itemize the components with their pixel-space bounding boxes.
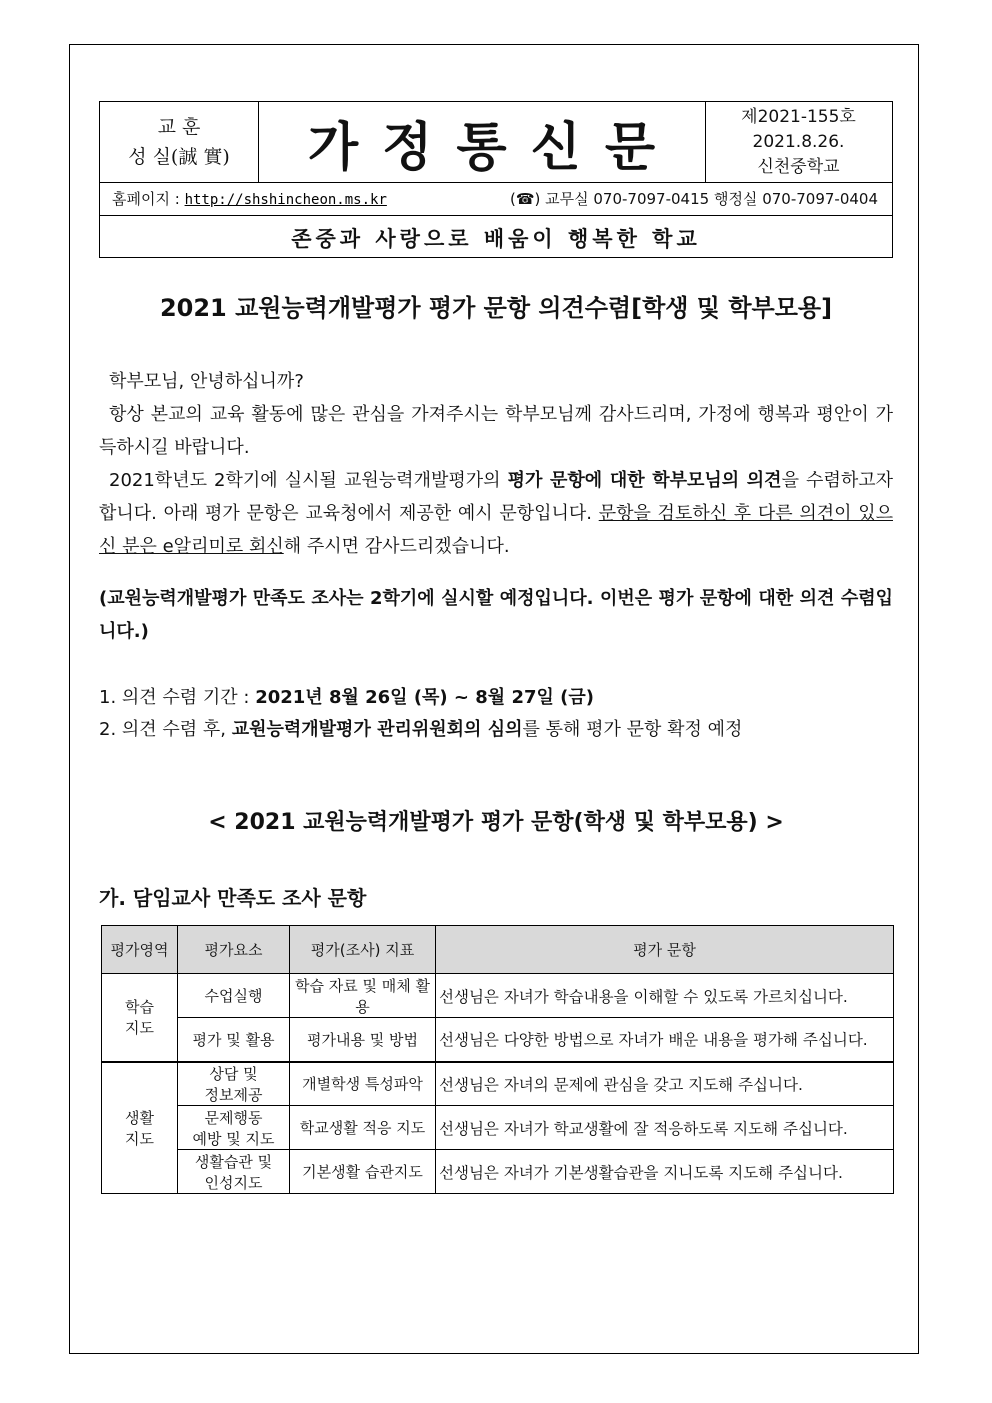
newsletter-title-text: 가정통신문: [307, 117, 680, 178]
indicator-cell: 기본생활 습관지도: [290, 1150, 436, 1194]
schedule-item-1: [99, 682, 893, 714]
motto-label: 교 훈: [157, 116, 201, 138]
table-row: [102, 974, 894, 1018]
question-cell: 선생님은 자녀가 기본생활습관을 지니도록 지도해 주십니다.: [436, 1150, 894, 1194]
paragraph-2-bold: 평가 문항에 대한 학부모님의 의견: [507, 470, 782, 491]
element-cell: 수업실행: [178, 974, 290, 1018]
item-2-rest: 를 통해 평가 문항 확정 예정: [522, 719, 743, 740]
survey-note: (교원능력개발평가 만족도 조사는 2학기에 실시할 예정입니다. 이번은 평가 문항에 대한 의견 수렴입니다.): [99, 588, 893, 642]
school-motto: [100, 102, 259, 182]
table-row: [102, 1062, 894, 1106]
school-name: 신천중학교: [757, 156, 840, 177]
indicator-cell: 평가내용 및 방법: [290, 1018, 436, 1062]
homepage-link[interactable]: http://shshincheon.ms.kr: [184, 192, 387, 208]
evaluation-table: [101, 925, 894, 1194]
item-1-label: 1. 의견 수렴 기간 :: [99, 687, 256, 708]
element-cell: 평가 및 활용: [178, 1018, 290, 1062]
school-slogan: 존중과 사랑으로 배움이 행복한 학교: [291, 227, 701, 251]
element-cell: 상담 및 정보제공: [178, 1062, 290, 1106]
schedule-list: [99, 682, 893, 746]
element-cell: 생활습관 및 인성지도: [178, 1150, 290, 1194]
greeting: 학부모님, 안녕하십니까?: [109, 371, 304, 392]
phone-numbers: (☎) 교무실 070-7097-0415 행정실 070-7097-0404: [509, 190, 878, 208]
item-2-label: 2. 의견 수렴 후,: [99, 719, 232, 740]
issue-info: [705, 102, 892, 182]
table-caption: < 2021 교원능력개발평가 평가 문항(학생 및 학부모용) >: [208, 810, 784, 835]
indicator-cell: 학교생활 적응 지도: [290, 1106, 436, 1150]
table-row: [102, 1018, 894, 1062]
table-row: [102, 1106, 894, 1150]
newsletter-title: [258, 102, 706, 182]
question-cell: 선생님은 자녀의 문제에 관심을 갖고 지도해 주십니다.: [436, 1062, 894, 1106]
paragraph-2-part-c: 을 수렴하고자 합니다. 아래 평가 문항은 교육청에서 제공한 예시 문항입니다.: [99, 470, 893, 524]
letter-body: [99, 365, 893, 563]
paragraph-1: 항상 본교의 교육 활동에 많은 관심을 가져주시는 학부모님께 감사드리며, 가정에 행복과 평안이 가득하시길 바랍니다.: [99, 404, 893, 458]
question-cell: 선생님은 자녀가 학습내용을 이해할 수 있도록 가르치십니다.: [436, 974, 894, 1018]
header-indicator: 평가(조사) 지표: [290, 926, 436, 974]
question-cell: 선생님은 자녀가 학교생활에 잘 적응하도록 지도해 주십니다.: [436, 1106, 894, 1150]
item-1-period: 2021년 8월 26일 (목) ~ 8월 27일 (금): [255, 687, 595, 708]
issue-number: 제2021-155호: [741, 106, 856, 127]
question-cell: 선생님은 다양한 방법으로 자녀가 배운 내용을 평가해 주십니다.: [436, 1018, 894, 1062]
section-heading: 가. 담임교사 만족도 조사 문항: [99, 886, 367, 910]
area-cell: 생활 지도: [102, 1062, 178, 1194]
table-row: [102, 1150, 894, 1194]
header-element: 평가요소: [178, 926, 290, 974]
document-title: 2021 교원능력개발평가 평가 문항 의견수렴[학생 및 학부모용]: [159, 294, 833, 322]
header-area: 평가영역: [102, 926, 178, 974]
indicator-cell: 개별학생 특성파악: [290, 1062, 436, 1106]
indicator-cell: 학습 자료 및 매체 활용: [290, 974, 436, 1018]
header-question: 평가 문항: [436, 926, 894, 974]
motto-text: 성 실(誠 實): [128, 146, 230, 168]
homepage-line: [112, 188, 387, 209]
newsletter-header: [99, 101, 893, 258]
item-2-committee: 교원능력개발평가 관리위원회의 심의: [231, 719, 523, 740]
issue-date: 2021.8.26.: [752, 131, 845, 152]
element-cell: 문제행동 예방 및 지도: [178, 1106, 290, 1150]
paragraph-2-part-e: 해 주시면 감사드리겠습니다.: [283, 536, 510, 557]
paragraph-2-underlined: 문항을 검토하신 후 다른 의견이 있으신 분은 e알리미로 회신: [99, 503, 893, 557]
area-cell: 학습 지도: [102, 974, 178, 1062]
paragraph-2: [99, 464, 893, 563]
homepage-label: 홈페이지 :: [112, 190, 180, 208]
schedule-item-2: [99, 714, 893, 746]
paragraph-2-part-a: 2021학년도 2학기에 실시될 교원능력개발평가의: [109, 470, 508, 491]
